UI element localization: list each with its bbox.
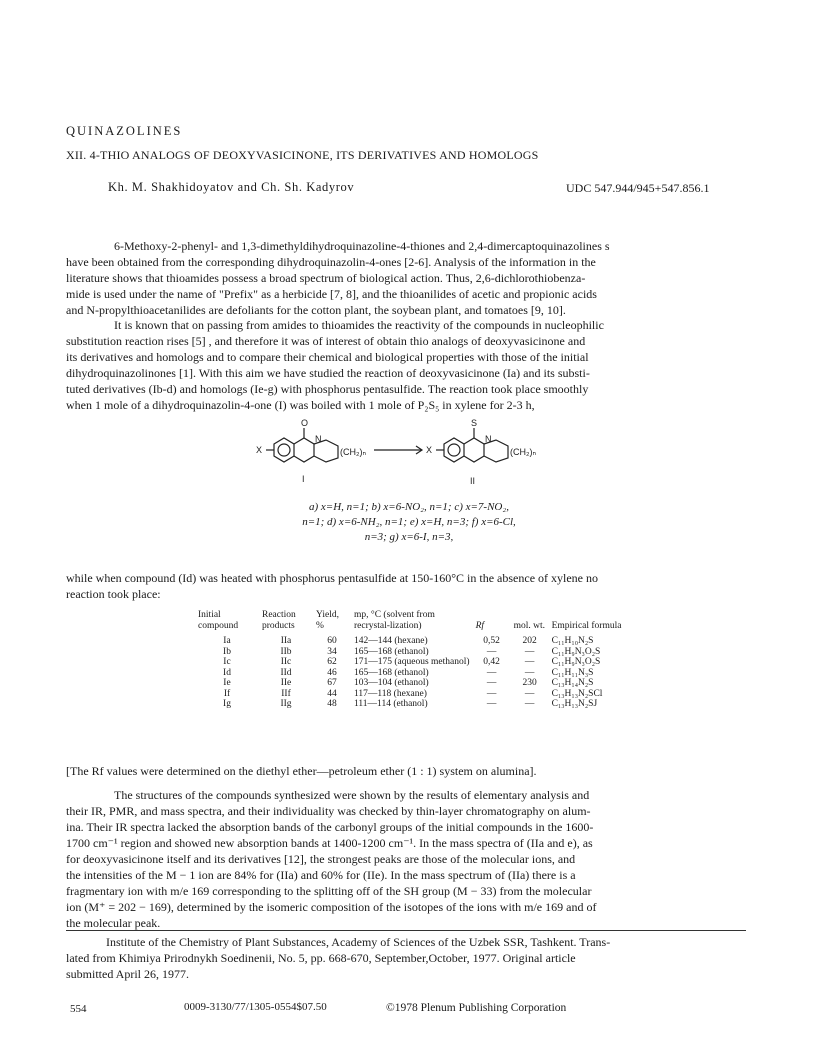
- table-cell: 44: [327, 688, 337, 699]
- right-chain: (CH₂)ₙ: [510, 447, 537, 457]
- table-cell: 34: [327, 646, 337, 657]
- table-row: [198, 689, 628, 700]
- footnote-line: submitted April 26, 1977.: [66, 967, 189, 981]
- paragraph-line: the molecular peak.: [66, 916, 161, 930]
- footnote-line: Institute of the Chemistry of Plant Substances, Academy of Sciences of the Uzbek SSR, Tashkent. Trans-: [106, 935, 611, 949]
- paragraph-line: for deoxyvasicinone itself and its derivatives [12], the strongest peaks are those of the molecular ions, and: [66, 852, 576, 866]
- paragraph-3: [66, 570, 746, 602]
- table-cell: C₁₁H₁₀N₂S: [551, 636, 594, 646]
- publisher-line: ©1978 Plenum Publishing Corporation: [386, 1002, 567, 1014]
- table-cell: C₁₃H₁₄N₂S: [551, 678, 594, 688]
- table-cell: IIg: [280, 699, 292, 709]
- issn-code: 0009-3130/77/1305-0554$07.50: [184, 1001, 327, 1013]
- table-cell: —: [486, 688, 497, 699]
- paragraph-line: its derivatives and homologs and to compare their chemical and biological properties with those of the initial: [66, 350, 589, 364]
- paragraph-line: ion (M⁺ = 202 − 169), determined by the isomeric composition of the isotopes of the ions with m/e 169 and of: [66, 900, 597, 914]
- table-cell: —: [524, 699, 535, 709]
- table-body: [198, 636, 628, 710]
- table-cell: 60: [327, 636, 337, 646]
- paragraph-line: It is known that on passing from amides to thioamides the reactivity of the compounds in nucleophilic: [114, 318, 604, 332]
- paragraph-line: The structures of the compounds synthesized were shown by the results of elementary analysis and: [114, 788, 590, 802]
- table-cell: 0,42: [483, 657, 500, 667]
- table-cell: 103—104 (ethanol): [354, 678, 429, 688]
- paragraph-line: have been obtained from the corresponding dihydroquinazolin-4-ones [2-6]. Analysis of the information in the: [66, 255, 596, 269]
- right-top-atom: S: [471, 418, 478, 428]
- table-header-row: [198, 610, 628, 636]
- table-cell: —: [486, 699, 497, 709]
- substituent-variants: [244, 500, 574, 545]
- paragraph-line: when 1 mole of a dihydroquinazolin-4-one (I) was boiled with 1 mole of P₂S₅ in xylene for 2-3 h,: [66, 398, 535, 412]
- col-formula: Empirical formula: [551, 621, 622, 631]
- table-row: [198, 678, 628, 689]
- page-number: 554: [70, 1003, 87, 1015]
- col-initial: Initial compound: [198, 610, 239, 631]
- affiliation-footnote: [66, 934, 746, 982]
- variant-line: a) x=H, n=1; b) x=6-NO₂, n=1; c) x=7-NO₂,: [309, 501, 509, 513]
- article-title: XII. 4-THIO ANALOGS OF DEOXYVASICINONE, ITS DERIVATIVES AND HOMOLOGS: [66, 148, 539, 162]
- table-cell: 62: [327, 657, 337, 667]
- authors: Kh. M. Shakhidoyatov and Ch. Sh. Kadyrov: [108, 180, 355, 194]
- right-nitrogen: N: [485, 434, 492, 444]
- col-rf: Rf: [475, 621, 485, 631]
- table-cell: IIe: [280, 678, 292, 688]
- paragraph-line: fragmentary ion with m/e 169 corresponding to the splitting off of the SH group (M − 33) from the molecular: [66, 884, 592, 898]
- table-row: [198, 668, 628, 679]
- paragraph-line: mide is used under the name of "Prefix" as a herbicide [7, 8], and the thioanilides of acetic and propionic acids: [66, 287, 597, 301]
- table-cell: Ie: [223, 678, 231, 688]
- table-cell: 0,52: [483, 636, 500, 646]
- table-cell: C₁₃H₁₃N₂SCl: [551, 688, 603, 699]
- col-mp: mp, °C (solvent from recrystal-lization): [354, 610, 435, 631]
- table-cell: IIb: [280, 646, 292, 657]
- table-cell: 230: [522, 678, 537, 688]
- paragraph-1: [66, 238, 746, 318]
- table-cell: Ib: [223, 646, 231, 657]
- paragraph-line: 6-Methoxy-2-phenyl- and 1,3-dimethyldihydroquinazoline-4-thiones and 2,4-dimercaptoquinazolines s: [114, 239, 610, 253]
- paragraph-line: their IR, PMR, and mass spectra, and their individuality was checked by thin-layer chromatography on alum-: [66, 804, 591, 818]
- table-cell: 46: [327, 667, 337, 678]
- right-substituent: X: [426, 445, 433, 455]
- footnote-line: lated from Khimiya Prirodnykh Soedinenii, No. 5, pp. 668-670, September,October, 1977. Original article: [66, 951, 576, 965]
- table-cell: —: [524, 646, 535, 657]
- paragraph-2: [66, 317, 746, 413]
- table-cell: —: [486, 646, 497, 657]
- left-substituent: X: [256, 445, 263, 455]
- table-cell: Ic: [223, 657, 231, 667]
- udc-code: UDC 547.944/945+547.856.1: [566, 181, 710, 195]
- benzene-ring-right: [444, 438, 464, 462]
- col-products: Reaction products: [262, 610, 296, 631]
- right-label: II: [470, 476, 476, 486]
- table-cell: IIa: [280, 636, 292, 646]
- table-cell: 165—168 (ethanol): [354, 646, 429, 657]
- table-row: [198, 699, 628, 710]
- col-mol-wt: mol. wt.: [513, 621, 545, 631]
- table-cell: Ig: [223, 699, 231, 709]
- table-cell: 171—175 (aqueous methanol): [354, 657, 470, 667]
- left-top-atom: O: [301, 418, 309, 428]
- table-cell: 142—144 (hexane): [354, 636, 428, 646]
- paragraph-line: dihydroquinazolinones [1]. With this aim we have studied the reaction of deoxyvasicinone (Ia) and its substi-: [66, 366, 590, 380]
- paragraph-line: while when compound (Id) was heated with phosphorus pentasulfide at 150-160°C in the absence of xylene no: [66, 571, 599, 585]
- table-cell: 67: [327, 678, 337, 688]
- table-row: [198, 636, 628, 647]
- table-cell: IId: [280, 667, 292, 678]
- table-cell: 111—114 (ethanol): [354, 699, 428, 709]
- table-cell: Ia: [223, 636, 231, 646]
- benzene-ring-left: [274, 438, 294, 462]
- paragraph-line: substitution reaction rises [5] , and therefore it was of interest of obtain thio analogs of deoxyvasicinone and: [66, 334, 586, 348]
- variant-line: n=1; d) x=6-NH₂, n=1; e) x=H, n=3; f) x=6-Cl,: [302, 516, 516, 528]
- table-cell: —: [524, 667, 535, 678]
- left-label: I: [302, 474, 305, 484]
- table-cell: C₁₁H₉N₃O₂S: [551, 646, 601, 657]
- table-cell: C₁₁H₉N₃O₂S: [551, 657, 601, 667]
- reaction-scheme: [244, 418, 574, 490]
- series-title: QUINAZOLINES: [66, 124, 183, 138]
- paragraph-line: reaction took place:: [66, 587, 161, 601]
- col-yield: Yield, %: [316, 610, 339, 631]
- paragraph-line: the intensities of the M − 1 ion are 84% for (IIa) and 60% for (IIe). In the mass spectrum of (IIa) there is a: [66, 868, 576, 882]
- table-cell: C₁₁H₁₁N₃S: [551, 667, 594, 678]
- table-cell: IIf: [281, 688, 291, 699]
- left-chain: (CH₂)ₙ: [340, 447, 367, 457]
- aromatic-circle-right: [448, 444, 460, 456]
- paragraph-line: 1700 cm⁻¹ region and showed new absorption bands at 1400-1200 cm⁻¹. In the mass spectra of (IIa and e), as: [66, 836, 593, 850]
- table-cell: 165—168 (ethanol): [354, 667, 429, 678]
- rf-note: [The Rf values were determined on the diethyl ether—petroleum ether (1 : 1) system on alumina].: [66, 764, 537, 778]
- table-cell: Id: [223, 667, 231, 678]
- table-cell: —: [486, 667, 497, 678]
- properties-table: [198, 610, 628, 710]
- table-cell: —: [524, 688, 535, 699]
- footnote-divider: [66, 930, 746, 931]
- table-cell: IIc: [280, 657, 292, 667]
- paragraph-line: literature shows that thioamides possess a broad spectrum of biological action. Thus, 2,6-dichlorothiobenza-: [66, 271, 586, 285]
- table-cell: C₁₃H₁₃N₂SJ: [551, 699, 598, 709]
- table-cell: 117—118 (hexane): [354, 688, 427, 699]
- table-cell: —: [524, 657, 535, 667]
- paragraph-line: ina. Their IR spectra lacked the absorption bands of the carbonyl groups of the initial compounds in the 1600-: [66, 820, 594, 834]
- paragraph-line: and N-propylthioacetanilides are defoliants for the cotton plant, the soybean plant, and tomatoes [9, 10].: [66, 303, 566, 317]
- table-row: [198, 647, 628, 658]
- table-row: [198, 657, 628, 668]
- paragraph-line: tuted derivatives (Ib-d) and homologs (Ie-g) with phosphorus pentasulfide. The reaction took place smoothly: [66, 382, 589, 396]
- table-cell: 48: [327, 699, 337, 709]
- left-nitrogen: N: [315, 434, 322, 444]
- paragraph-4: [66, 787, 746, 931]
- variant-line: n=3; g) x=6-I, n=3,: [364, 531, 454, 543]
- table-cell: If: [223, 688, 231, 699]
- table-cell: —: [486, 678, 497, 688]
- aromatic-circle-left: [278, 444, 290, 456]
- table-cell: 202: [522, 636, 537, 646]
